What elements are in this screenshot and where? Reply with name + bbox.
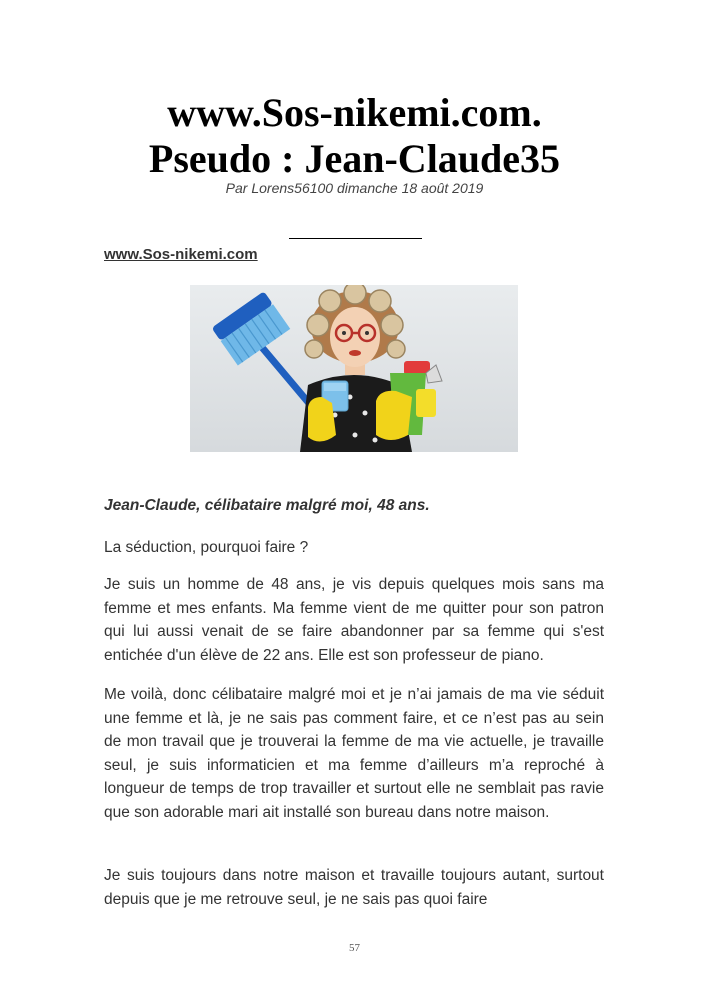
subtitle: Jean-Claude, célibataire malgré moi, 48 ans. <box>104 497 430 514</box>
paragraph-3: Me voilà, donc célibataire malgré moi et je n’ai jamais de ma vie séduit une femme et là, je ne sais pas comment faire, et ce n’est pas au sein de mon travail que je trouverai la femme de ma vie actuelle, je travaille seul, je suis informaticien et ma femme d’ailleurs m’a reproché à longueur de temps de trop travailler et surtout elle ne semblait pas ravie que son adorable mari ait installé son bureau dans notre maison. <box>104 686 604 821</box>
woman-cleaning-photo <box>190 285 518 452</box>
site-link[interactable]: www.Sos-nikemi.com <box>104 246 258 263</box>
page-title-line-1: www.Sos-nikemi.com. <box>167 90 542 135</box>
byline: Par Lorens56100 dimanche 18 août 2019 <box>225 180 484 196</box>
page-number: 57 <box>349 942 360 954</box>
page-title-line-2: Pseudo : Jean-Claude35 <box>148 136 561 181</box>
paragraph-1: La séduction, pourquoi faire ? <box>104 539 309 556</box>
divider <box>289 238 422 239</box>
paragraph-2: Je suis un homme de 48 ans, je vis depuis quelques mois sans ma femme et mes enfants. Ma femme vient de me quitter pour son patron qui lui aussi venait de se faire abandonner par sa femme qui s'est entichée d'un élève de 22 ans. Elle est son professeur de piano. <box>104 576 604 664</box>
paragraph-4: Je suis toujours dans notre maison et travaille toujours autant, surtout depuis que je me retrouve seul, je ne sais pas quoi faire <box>104 867 604 908</box>
